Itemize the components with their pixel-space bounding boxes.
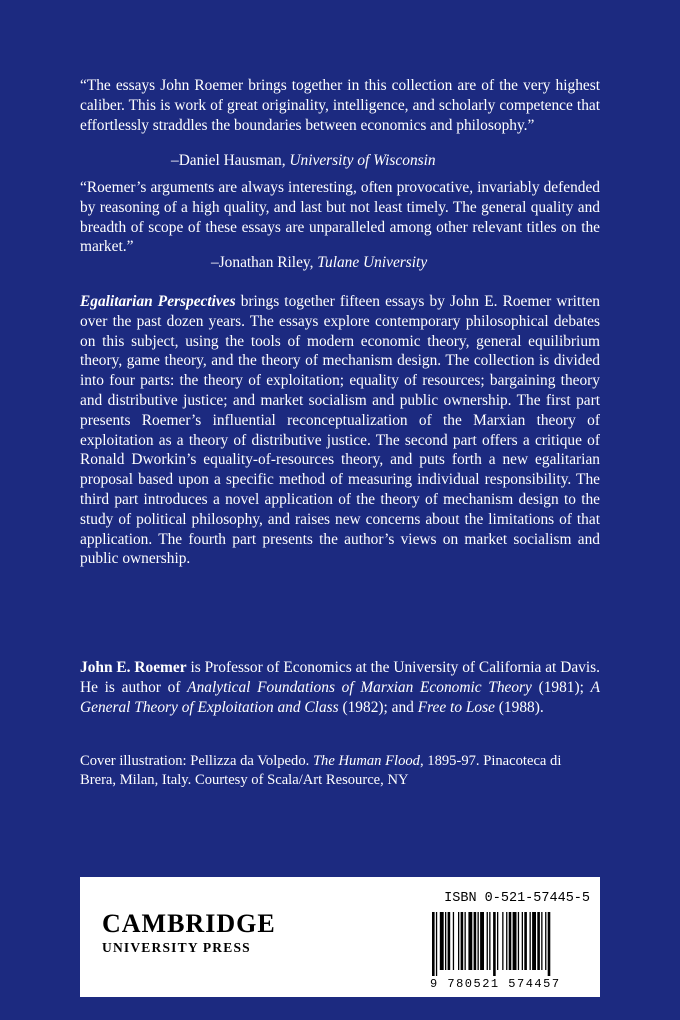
book-ref-1: Analytical Foundations of Marxian Economic Theory — [187, 678, 532, 696]
barcode-number: 9 780521 574457 — [430, 977, 561, 991]
book-title: Egalitarian Perspectives — [80, 293, 236, 310]
praise-affiliation-2: Tulane University — [317, 254, 428, 271]
praise-author-1: –Daniel Hausman, — [171, 152, 290, 169]
isbn-label: ISBN 0-521-57445-5 — [444, 891, 590, 906]
author-bio-text: (1988). — [494, 698, 544, 716]
publisher-logo-sub: UNIVERSITY PRESS — [102, 940, 251, 955]
author-bio-text: (1981); — [531, 678, 591, 696]
cover-credit-text: , 1895-97. Pinacoteca di Brera, Milan, Italy. Courtesy of Scala/Art Resource, NY — [80, 753, 562, 788]
author-bio — [80, 658, 600, 717]
author-bio-text: (1982); and — [338, 698, 418, 716]
book-ref-2: A General Theory of Exploitation and Class — [80, 678, 600, 716]
praise-author-2: –Jonathan Riley, — [211, 254, 318, 271]
praise-quote-2: “Roemer’s arguments are always interesting, often provocative, invariably defended by reasoning of a high quality, and last but not least timely. The general quality and breadth of scope of these essays are unparalleled among other relevant titles on the market.” — [80, 179, 600, 256]
description-body: brings together fifteen essays by John E. Roemer written over the past dozen years. The essays explore contemporary philosophical debates on this subject, using the tools of modern economic theory, general equilibrium theory, game theory, and the theory of mechanism design. The collection is divided into four parts: the theory of exploitation; equality of resources; bargaining theory and distributive justice; and market socialism and public ownership. The first part presents Roemer’s influential reconceptualization of the Marxian theory of exploitation as a theory of distributive justice. The second part offers a critique of Ronald Dworkin’s equality-of-resources theory, and puts forth a new egalitarian proposal based upon a specific method of measuring individual responsibility. The third part introduces a novel application of the theory of mechanism design to the study of political philosophy, and raises new concerns about the limitations of that application. The fourth part presents the author’s views on market socialism and public ownership. — [80, 293, 601, 568]
praise-attribution-1 — [171, 151, 436, 171]
barcode-icon — [432, 912, 592, 976]
author-name: John E. Roemer — [80, 659, 187, 676]
publisher-footer — [80, 877, 600, 997]
praise-quote-1: “The essays John Roemer brings together in this collection are of the very highest caliber. This is work of great originality, intelligence, and scholarly competence that effortlessly straddles the boundaries between economics and philosophy.” — [80, 77, 600, 134]
artwork-title: The Human Flood — [312, 753, 420, 769]
author-bio-text: is Professor of Economics at the University of California at Davis. He is author of — [80, 659, 600, 696]
cover-credit — [80, 752, 600, 789]
praise-attribution-2 — [211, 253, 427, 273]
book-description — [80, 292, 600, 569]
praise-affiliation-1: University of Wisconsin — [289, 152, 436, 169]
publisher-logo: CAMBRIDGE — [102, 909, 276, 938]
book-ref-3: Free to Lose — [417, 698, 495, 716]
cover-credit-text: Cover illustration: Pellizza da Volpedo. — [80, 753, 313, 769]
